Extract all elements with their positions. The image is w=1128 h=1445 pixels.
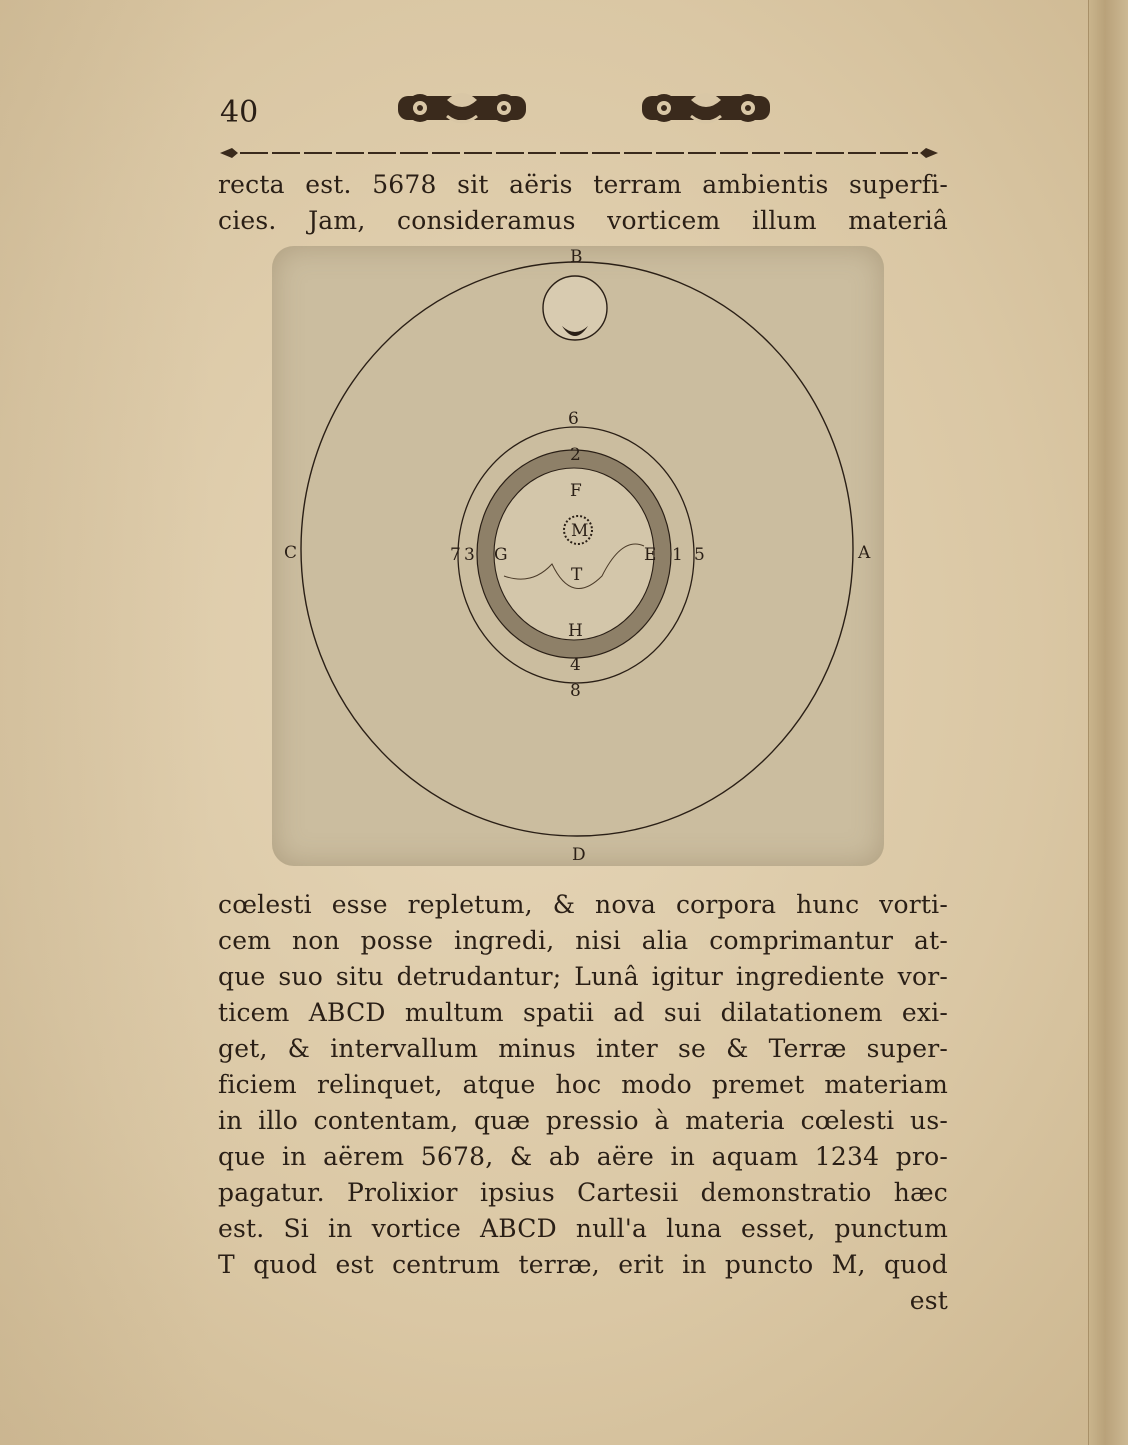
label-8: 8 [570, 681, 581, 701]
label-2: 2 [570, 445, 581, 465]
text-line: cœlesti esse repletum, & nova corpora hunc vorti- [218, 890, 948, 919]
label-T: T [571, 565, 583, 585]
vortex-diagram [272, 246, 884, 866]
text-line: cem non posse ingredi, nisi alia comprimantur at- [218, 926, 948, 955]
text-line: cies. Jam, consideramus vorticem illum materiâ [218, 206, 948, 235]
moon-circle [543, 276, 607, 340]
text-line: ficiem relinquet, atque hoc modo premet materiam [218, 1070, 948, 1099]
label-5: 5 [694, 545, 705, 565]
header-ornament-right [636, 82, 776, 132]
label-A: A [858, 543, 871, 563]
text-line: que suo situ detrudantur; Lunâ igitur ingrediente vor- [218, 962, 948, 991]
label-E: E [644, 545, 657, 565]
text-line: est. Si in vortice ABCD null'a luna esset, punctum [218, 1214, 948, 1243]
label-H: H [568, 621, 583, 641]
page-number: 40 [220, 95, 259, 130]
label-7: 7 [450, 545, 461, 565]
header-ornament-left [392, 82, 532, 132]
label-C: C [284, 543, 298, 563]
label-3: 3 [464, 545, 475, 565]
text-line: recta est. 5678 sit aëris terram ambientis superfi- [218, 170, 948, 199]
label-M: M [571, 521, 589, 541]
label-G: G [494, 545, 508, 565]
label-1: 1 [672, 545, 683, 565]
text-line: T quod est centrum terræ, erit in puncto M, quod [218, 1250, 948, 1279]
text-line: get, & intervallum minus inter se & Terræ super- [218, 1034, 948, 1063]
page-edge-shadow [0, 0, 210, 1445]
text-line: ticem ABCD multum spatii ad sui dilatationem exi- [218, 998, 948, 1027]
text-line: pagatur. Prolixior ipsius Cartesii demonstratio hæc [218, 1178, 948, 1207]
label-B: B [570, 247, 583, 267]
catchword: est [909, 1286, 948, 1315]
label-4: 4 [570, 655, 581, 675]
label-F: F [570, 481, 582, 501]
label-6: 6 [568, 409, 579, 429]
label-D: D [572, 845, 586, 865]
text-line: que in aërem 5678, & ab aëre in aquam 1234 pro- [218, 1142, 948, 1171]
text-line: in illo contentam, quæ pressio à materia cœlesti us- [218, 1106, 948, 1135]
header-rule [218, 148, 940, 158]
book-gutter [1088, 0, 1128, 1445]
